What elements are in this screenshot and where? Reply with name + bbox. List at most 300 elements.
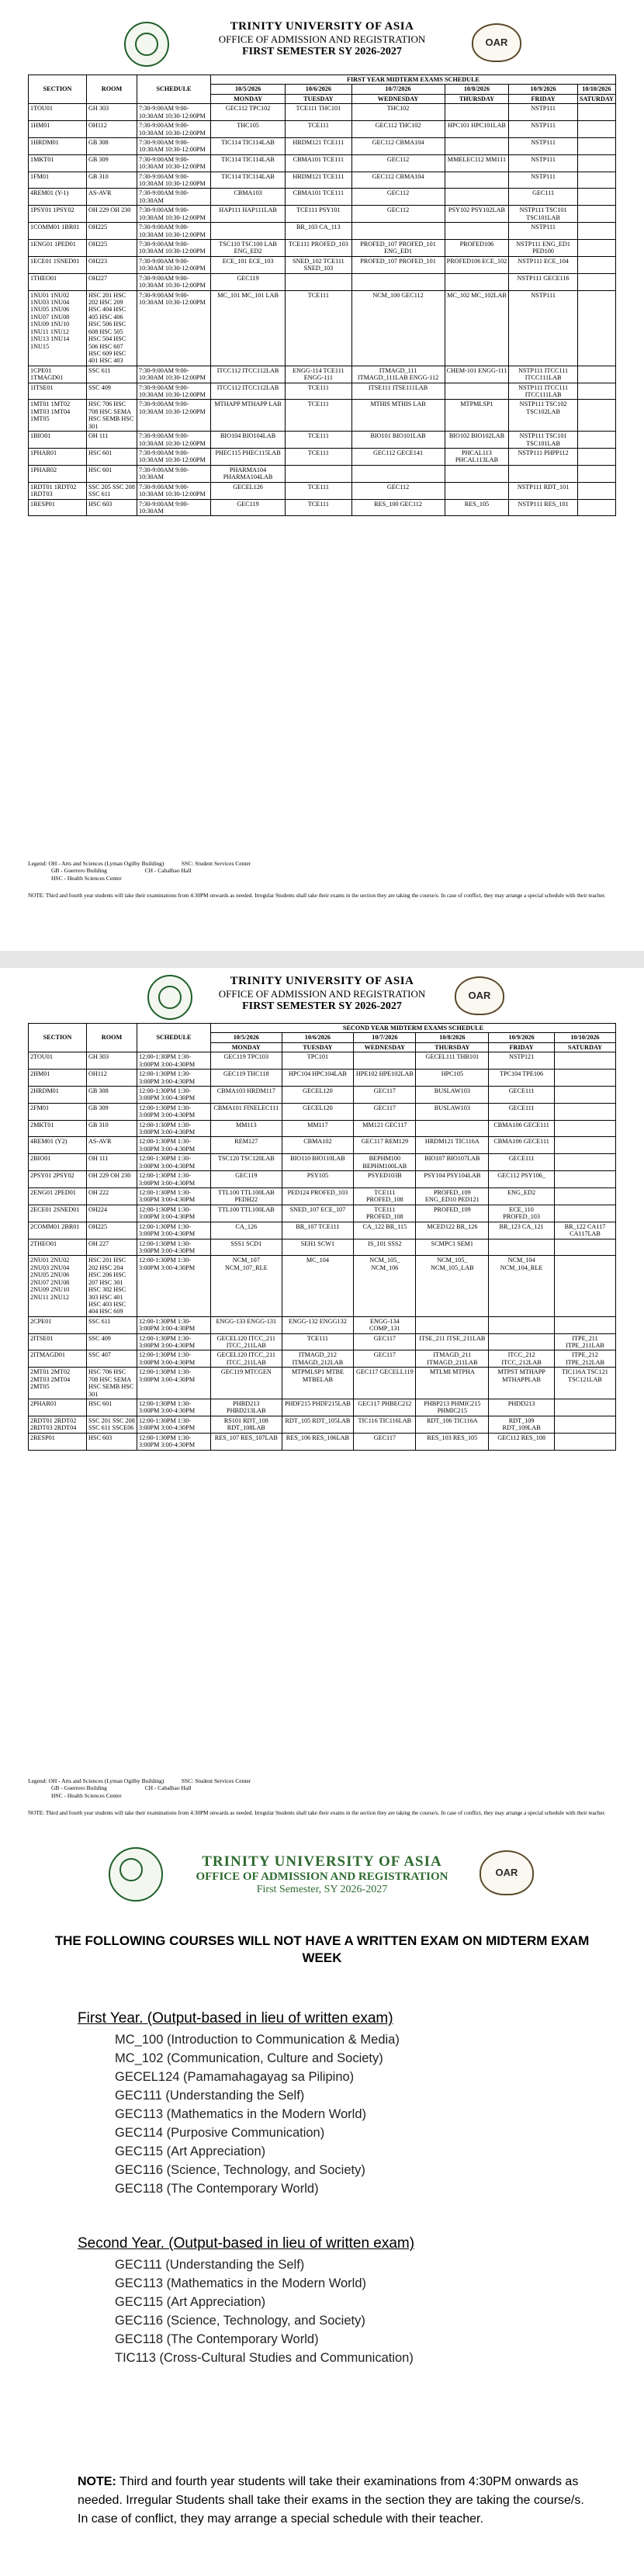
room-cell: OH225	[87, 240, 137, 257]
list-item: GEC115 (Art Appreciation)	[115, 2295, 266, 2309]
room-cell: OH 222	[87, 1188, 137, 1205]
tuesday-cell: HPC104 HPC104LAB	[282, 1070, 354, 1087]
monday-cell: CBMA103 HRDM117	[211, 1086, 282, 1103]
schedule-cell: 7:30-9:00AM 9:00-10:30AM 10:30-12:00PM	[137, 290, 211, 366]
room-cell: AS-AVR	[87, 189, 137, 206]
table-row	[29, 366, 616, 383]
note-text: NOTE: Third and fourth year students will take their examinations from 4:30PM onwards as needed. Irregular Students shall take their exams in the section they are taking the course/s. In case of conflict, they may arrange a special schedule with their teacher.	[28, 893, 606, 899]
section-cell: 1CPE01 1TMAGD01	[29, 366, 87, 383]
wednesday-cell: ENGG-134 COMP_131	[354, 1316, 416, 1333]
tuesday-cell: HRDM121 TCE111	[286, 137, 351, 154]
schedule-cell: 7:30-9:00AM 9:00-10:30AM 10:30-12:00PM	[137, 154, 211, 172]
tuesday-cell: SNED_107 ECE_107	[282, 1205, 354, 1222]
room-cell: HSC 601	[87, 1399, 137, 1416]
section-cell: 2NU01 2NU02 2NU03 2NU04 2NU05 2NU06 2NU07 2NU08 2NU09 2NU10 2NU11 2NU12	[29, 1256, 87, 1316]
schedule-cell: 7:30-9:00AM 9:00-10:30AM 10:30-12:00PM	[137, 104, 211, 121]
saturday-cell: TIC116A TSC121 TSC121LAB	[554, 1368, 615, 1399]
col-schedule: SCHEDULE	[137, 75, 211, 104]
thursday-cell: PROFED106	[445, 240, 509, 257]
thursday-cell: BIO107 BIO107LAB	[416, 1154, 489, 1171]
thursday-cell	[445, 172, 509, 189]
section-cell: 2MKT01	[29, 1120, 87, 1137]
saturday-cell: ITPE_212 ITPE_212LAB	[554, 1350, 615, 1368]
monday-cell: ITCC112 ITCC112LAB	[211, 383, 286, 400]
schedule-cell: 7:30-9:00AM 9:00-10:30AM 10:30-12:00PM	[137, 223, 211, 240]
friday-cell: GEC111	[509, 189, 577, 206]
friday-cell	[509, 465, 577, 482]
legend-line: HSC - Health Sciences Center	[51, 874, 122, 882]
wednesday-cell: CA_122 BR_115	[354, 1222, 416, 1239]
thursday-cell: MMELEC112 MM111	[445, 154, 509, 172]
room-cell: HSC 601	[87, 448, 137, 465]
table-row	[29, 448, 616, 465]
list-item: GEC118 (The Contemporary World)	[115, 2182, 319, 2196]
saturday-cell	[554, 1154, 615, 1171]
day-header: FRIDAY	[489, 1042, 555, 1052]
table-row	[29, 482, 616, 499]
table-row	[29, 154, 616, 172]
tuesday-cell: MTPMLSP1 MTBE MTBELAB	[282, 1368, 354, 1399]
tuesday-cell: RES_106 RES_106LAB	[282, 1433, 354, 1450]
oar-logo: OAR	[480, 1850, 534, 1895]
list-item: TIC113 (Cross-Cultural Studies and Communication)	[115, 2351, 414, 2365]
schedule-cell: 7:30-9:00AM 9:00-10:30AM 10:30-12:00PM	[137, 137, 211, 154]
schedule-cell: 7:30-9:00AM 9:00-10:30AM 10:30-12:00PM	[137, 273, 211, 290]
room-cell: HSC 603	[87, 1433, 137, 1450]
table-row	[29, 1205, 616, 1222]
saturday-cell	[577, 172, 615, 189]
day-header: FRIDAY	[509, 94, 577, 103]
monday-cell: PHBD213 PHBD213LAB	[211, 1399, 282, 1416]
saturday-cell	[554, 1433, 615, 1450]
schedule-cell: 7:30-9:00AM 9:00-10:30AM 10:30-12:00PM	[137, 400, 211, 432]
table-row	[29, 137, 616, 154]
col-section: SECTION	[29, 75, 87, 104]
table-row	[29, 383, 616, 400]
thursday-cell: NCM_105_ NCM_105_LAB	[416, 1256, 489, 1316]
friday-cell: NSTP111	[509, 137, 577, 154]
saturday-cell	[554, 1256, 615, 1316]
tuesday-cell	[286, 465, 351, 482]
tuesday-cell: PHDF215 PHDF215LAB	[282, 1399, 354, 1416]
legend-line: SSC: Student Services Center	[181, 860, 251, 867]
room-cell: SSC 611	[87, 366, 137, 383]
saturday-cell	[577, 256, 615, 273]
saturday-cell	[577, 400, 615, 432]
friday-cell: CBMA106 GECE111	[489, 1137, 555, 1154]
saturday-cell	[577, 482, 615, 499]
wednesday-cell: GEC117 GECELL119	[354, 1368, 416, 1399]
schedule-cell: 7:30-9:00AM 9:00-10:30AM	[137, 499, 211, 516]
section-cell: 1HRDM01	[29, 137, 87, 154]
schedule-cell: 7:30-9:00AM 9:00-10:30AM 10:30-12:00PM	[137, 383, 211, 400]
saturday-cell	[554, 1120, 615, 1137]
room-cell: SSC 409	[87, 1333, 137, 1350]
table-row	[29, 1188, 616, 1205]
table-row	[29, 104, 616, 121]
thursday-cell: PHCAL113 PHCAL113LAB	[445, 448, 509, 465]
wednesday-cell: GEC112	[351, 206, 445, 223]
saturday-cell	[577, 366, 615, 383]
room-cell: GH 303	[87, 1052, 137, 1070]
room-cell: SSC 407	[87, 1350, 137, 1368]
thursday-cell	[445, 273, 509, 290]
friday-cell: NSTP111	[509, 104, 577, 121]
monday-cell: SSS1 SCD1	[211, 1239, 282, 1256]
tuesday-cell: SNED_102 TCE111 SNED_103	[286, 256, 351, 273]
tuesday-cell: GECEL120	[282, 1086, 354, 1103]
table-row	[29, 1399, 616, 1416]
schedule-cell: 7:30-9:00AM 9:00-10:30AM 10:30-12:00PM	[137, 432, 211, 449]
thursday-cell: PSY102 PSY102LAB	[445, 206, 509, 223]
monday-cell: REM127	[211, 1137, 282, 1154]
friday-cell: NSTP111 RES_101	[509, 499, 577, 516]
saturday-cell: ITPE_211 ITPE_211LAB	[554, 1333, 615, 1350]
room-cell: OH223	[87, 256, 137, 273]
schedule-cell: 7:30-9:00AM 9:00-10:30AM 10:30-12:00PM	[137, 256, 211, 273]
list-item: GEC113 (Mathematics in the Modern World)	[115, 2107, 367, 2121]
tuesday-cell: RDT_105 RDT_105LAB	[282, 1416, 354, 1433]
table-row	[29, 1052, 616, 1070]
legend-line: CH - Cabalhao Hall	[144, 867, 192, 875]
wednesday-cell	[351, 465, 445, 482]
day-header: THURSDAY	[416, 1042, 489, 1052]
oar-logo: OAR	[472, 23, 521, 62]
wednesday-cell	[354, 1052, 416, 1070]
room-cell: GB 309	[87, 1103, 137, 1120]
legend-line: Legend: OH - Arts and Sciences (Lyman Ogilby Building)	[28, 1777, 164, 1784]
office-name: OFFICE OF ADMISSION AND REGISTRATION	[218, 988, 426, 1000]
room-cell: OH 227	[87, 1239, 137, 1256]
thursday-cell: RES_105	[445, 499, 509, 516]
university-name: TRINITY UNIVERSITY OF ASIA	[202, 1853, 442, 1870]
wednesday-cell: PROFED_107 PROFED_101 ENG_ED1	[351, 240, 445, 257]
schedule-cell: 12:00-1:30PM 1:30-3:00PM 3:00-4:30PM	[137, 1239, 211, 1256]
wednesday-cell: BEPHM100 BEPHM100LAB	[354, 1154, 416, 1171]
table-row	[29, 1120, 616, 1137]
note-text: NOTE: Third and fourth year students will take their examinations from 4:30PM onwards as needed. Irregular Students shall take their exams in the section they are taking the course/s. In case of conflict, they may arrange a special schedule with their teacher.	[28, 1810, 606, 1816]
schedule-cell: 12:00-1:30PM 1:30-3:00PM 3:00-4:30PM	[137, 1416, 211, 1433]
section-cell: 4REM01 (Y-1)	[29, 189, 87, 206]
monday-cell: GEC119 THC118	[211, 1070, 282, 1087]
thursday-cell	[416, 1316, 489, 1333]
saturday-cell	[554, 1239, 615, 1256]
schedule-cell: 7:30-9:00AM 9:00-10:30AM 10:30-12:00PM	[137, 448, 211, 465]
tuesday-cell	[286, 273, 351, 290]
table-row	[29, 1416, 616, 1433]
list-item: GEC111 (Understanding the Self)	[115, 2258, 305, 2272]
saturday-cell	[554, 1188, 615, 1205]
table-row	[29, 1086, 616, 1103]
section-cell: 2CPE01	[29, 1316, 87, 1333]
section-cell: 1THEO01	[29, 273, 87, 290]
thursday-cell: CHEM-101 ENGG-111	[445, 366, 509, 383]
section-cell: 2RDT01 2RDT02 2RDT03 2RDT04	[29, 1416, 87, 1433]
tuesday-cell: BIO110 BIO110LAB	[282, 1154, 354, 1171]
oar-logo: OAR	[455, 976, 504, 1015]
thursday-cell: BUSLAW103	[416, 1086, 489, 1103]
second-year-course-list	[78, 2235, 590, 2367]
monday-cell: TIC114 TIC114LAB	[211, 137, 286, 154]
table-row	[29, 1333, 616, 1350]
monday-cell: GEC119 MTCGEN	[211, 1368, 282, 1399]
tuesday-cell: MM117	[282, 1120, 354, 1137]
friday-cell: ECE_110 PROFED_103	[489, 1205, 555, 1222]
tuesday-cell: BR_103 CA_113	[286, 223, 351, 240]
thursday-cell	[445, 137, 509, 154]
schedule-cell: 12:00-1:30PM 1:30-3:00PM 3:00-4:30PM	[137, 1256, 211, 1316]
friday-cell: TPC104 TPE106	[489, 1070, 555, 1087]
section-cell: 2TOU01	[29, 1052, 87, 1070]
list-item: GEC111 (Understanding the Self)	[115, 2089, 305, 2103]
table-row	[29, 121, 616, 138]
monday-cell: ITCC112 ITCC112LAB	[211, 366, 286, 383]
tuesday-cell: TCE111	[286, 432, 351, 449]
friday-cell: ENG_ED2	[489, 1188, 555, 1205]
office-name: OFFICE OF ADMISSION AND REGISTRATION	[196, 1870, 448, 1883]
schedule-cell: 12:00-1:30PM 1:30-3:00PM 3:00-4:30PM	[137, 1333, 211, 1350]
section-cell: 1TOU01	[29, 104, 87, 121]
table-row	[29, 1070, 616, 1087]
thursday-cell: HPC105	[416, 1070, 489, 1087]
thursday-cell: ITMAGD_211 ITMAGD_211LAB	[416, 1350, 489, 1368]
wednesday-cell: GEC117	[354, 1333, 416, 1350]
table-row	[29, 1171, 616, 1188]
friday-cell: NSTP111	[509, 290, 577, 366]
schedule-cell: 12:00-1:30PM 1:30-3:00PM 3:00-4:30PM	[137, 1052, 211, 1070]
monday-cell: CBMA101 FINELEC111	[211, 1103, 282, 1120]
thursday-cell: MCED122 BR_126	[416, 1222, 489, 1239]
schedule-cell: 12:00-1:30PM 1:30-3:00PM 3:00-4:30PM	[137, 1070, 211, 1087]
thursday-cell: PHBP213 PHMIC215 PHMIC215	[416, 1399, 489, 1416]
page-divider	[0, 951, 644, 968]
section-cell: 1MT01 1MT02 1MT03 1MT04 1MT05	[29, 400, 87, 432]
thursday-cell	[445, 223, 509, 240]
schedule-cell: 12:00-1:30PM 1:30-3:00PM 3:00-4:30PM	[137, 1103, 211, 1120]
schedule-cell: 12:00-1:30PM 1:30-3:00PM 3:00-4:30PM	[137, 1222, 211, 1239]
monday-cell: GEC119 TPC103	[211, 1052, 282, 1070]
monday-cell: MM113	[211, 1120, 282, 1137]
saturday-cell	[577, 465, 615, 482]
schedule-cell: 12:00-1:30PM 1:30-3:00PM 3:00-4:30PM	[137, 1205, 211, 1222]
saturday-cell	[577, 290, 615, 366]
section-cell: 1FM01	[29, 172, 87, 189]
saturday-cell	[577, 104, 615, 121]
wednesday-cell: GEC117	[354, 1103, 416, 1120]
list-item: GEC114 (Purposive Communication)	[115, 2126, 325, 2140]
friday-cell: NSTP111 TSC101 TSC101LAB	[509, 206, 577, 223]
table-row	[29, 240, 616, 257]
tuesday-cell: TCE111	[286, 383, 351, 400]
room-cell: GB 308	[87, 1086, 137, 1103]
day-header: MONDAY	[211, 94, 286, 103]
table-row	[29, 1350, 616, 1368]
col-section: SECTION	[29, 1024, 87, 1052]
wednesday-cell: GEC112	[351, 154, 445, 172]
schedule-cell: 12:00-1:30PM 1:30-3:00PM 3:00-4:30PM	[137, 1154, 211, 1171]
saturday-cell	[554, 1052, 615, 1070]
tuesday-cell: PSY105	[282, 1171, 354, 1188]
section-cell: 2PHAR01	[29, 1399, 87, 1416]
monday-cell: HAP111 HAP111LAB	[211, 206, 286, 223]
schedule-cell: 12:00-1:30PM 1:30-3:00PM 3:00-4:30PM	[137, 1350, 211, 1368]
friday-cell	[489, 1333, 555, 1350]
no-written-exam-headline: THE FOLLOWING COURSES WILL NOT HAVE A WRITTEN EXAM ON MIDTERM EXAM WEEK	[54, 1933, 590, 1966]
page3-header	[0, 1853, 644, 1896]
date-header: 10/5/2026	[211, 1033, 282, 1042]
room-cell: OH112	[87, 1070, 137, 1087]
friday-cell: ITCC_212 ITCC_212LAB	[489, 1350, 555, 1368]
thursday-cell: GECEL111 THB101	[416, 1052, 489, 1070]
monday-cell: THC105	[211, 121, 286, 138]
wednesday-cell: GEC112	[351, 189, 445, 206]
tuesday-cell: CBMA101 TCE111	[286, 154, 351, 172]
section-cell: 1ITSE01	[29, 383, 87, 400]
friday-cell: GECE111	[489, 1103, 555, 1120]
tuesday-cell: ITMAGD_212 ITMAGD_212LAB	[282, 1350, 354, 1368]
room-cell: HSC 601	[87, 465, 137, 482]
monday-cell: TSC110 TSC100 LAB ENG_ED2	[211, 240, 286, 257]
thursday-cell	[445, 104, 509, 121]
tuesday-cell: TPC101	[282, 1052, 354, 1070]
tuesday-cell: ENGG-132 ENGG132	[282, 1316, 354, 1333]
thursday-cell: PROFED_109 ENG_ED10 PED121	[416, 1188, 489, 1205]
monday-cell: ECE_101 ECE_103	[211, 256, 286, 273]
wednesday-cell: ITMAGD_111 ITMAGD_111LAB ENGG-112	[351, 366, 445, 383]
saturday-cell	[554, 1086, 615, 1103]
monday-cell: GEC119	[211, 499, 286, 516]
monday-cell: TIC114 TIC114LAB	[211, 172, 286, 189]
tuesday-cell: PED124 PROFED_103	[282, 1188, 354, 1205]
thursday-cell	[445, 383, 509, 400]
date-header: 10/7/2026	[351, 85, 445, 94]
section-cell: 1BIO01	[29, 432, 87, 449]
wednesday-cell: GEC117 PHBEC212	[354, 1399, 416, 1416]
friday-cell: NSTP111 ENG_ED1 PED100	[509, 240, 577, 257]
tuesday-cell: HRDM121 TCE111	[286, 172, 351, 189]
thursday-cell: ITSE_211 ITSE_211LAB	[416, 1333, 489, 1350]
thursday-cell: BUSLAW103	[416, 1103, 489, 1120]
wednesday-cell: TCE111 PROFED_108	[354, 1205, 416, 1222]
schedule-cell: 12:00-1:30PM 1:30-3:00PM 3:00-4:30PM	[137, 1399, 211, 1416]
room-cell: GB 310	[87, 1120, 137, 1137]
schedule-cell: 7:30-9:00AM 9:00-10:30AM 10:30-12:00PM	[137, 206, 211, 223]
list-item: MC_102 (Communication, Culture and Society)	[115, 2051, 383, 2065]
friday-cell: NSTP111	[509, 223, 577, 240]
schedule-cell: 7:30-9:00AM 9:00-10:30AM 10:30-12:00PM	[137, 172, 211, 189]
tuesday-cell: SEH1 SCW1	[282, 1239, 354, 1256]
friday-cell: NSTP111	[509, 121, 577, 138]
thursday-cell: SCMPC1 SEM1	[416, 1239, 489, 1256]
monday-cell: BIO104 BIO104LAB	[211, 432, 286, 449]
friday-cell: GEC112 RES_108	[489, 1433, 555, 1450]
table-row	[29, 1433, 616, 1450]
legend-line: HSC - Health Sciences Center	[51, 1791, 122, 1799]
tuesday-cell: GECEL120	[282, 1103, 354, 1120]
monday-cell: PHEC115 PHEC115LAB	[211, 448, 286, 465]
saturday-cell	[577, 273, 615, 290]
monday-cell: GEC119	[211, 273, 286, 290]
day-header: TUESDAY	[282, 1042, 354, 1052]
wednesday-cell: NCM_100 GEC112	[351, 290, 445, 366]
saturday-cell	[554, 1205, 615, 1222]
tuesday-cell: TCE111 THC101	[286, 104, 351, 121]
thursday-cell: MTPMLSP1	[445, 400, 509, 432]
section-cell: 1ECE01 1SNED01	[29, 256, 87, 273]
section-cell: 1PHAR01	[29, 448, 87, 465]
monday-cell: GEC112 TPC102	[211, 104, 286, 121]
note-label: NOTE:	[78, 2475, 116, 2488]
section-cell: 2COMM01 2BR01	[29, 1222, 87, 1239]
monday-cell: TSC120 TSC120LAB	[211, 1154, 282, 1171]
thursday-cell	[416, 1120, 489, 1137]
monday-cell: TTL100 TTL100LAB PEDH22	[211, 1188, 282, 1205]
room-cell: OH227	[87, 273, 137, 290]
tuesday-cell: TCE111	[286, 482, 351, 499]
semester-label: FIRST SEMESTER SY 2026-2027	[242, 46, 402, 57]
section-cell: 2ITMAGD01	[29, 1350, 87, 1368]
wednesday-cell: BIO101 BIO101LAB	[351, 432, 445, 449]
wednesday-cell	[351, 223, 445, 240]
room-cell: HSC 201 HSC 202 HSC 209 HSC 404 HSC 405 HSC 406 HSC 506 HSC 608 HSC 505 HSC 504 HSC 506 HSC 607 HSC 609 HSC 401 HSC 403	[87, 290, 137, 366]
legend-line: SSC: Student Services Center	[181, 1777, 251, 1784]
saturday-cell	[554, 1137, 615, 1154]
col-room: ROOM	[87, 1024, 137, 1052]
wednesday-cell: GEC117	[354, 1433, 416, 1450]
table-row	[29, 432, 616, 449]
section-cell: 1NU01 1NU02 1NU03 1NU04 1NU05 1NU06 1NU07 1NU08 1NU09 1NU10 1NU11 1NU12 1NU13 1NU14 1NU15	[29, 290, 87, 366]
section-cell: 2FM01	[29, 1103, 87, 1120]
schedule-cell: 7:30-9:00AM 9:00-10:30AM 10:30-12:00PM	[137, 366, 211, 383]
schedule-cell: 12:00-1:30PM 1:30-3:00PM 3:00-4:30PM	[137, 1188, 211, 1205]
friday-cell: NSTP111 TSC101 TSC101LAB	[509, 432, 577, 449]
room-cell: OH 229 OH 230	[87, 1171, 137, 1188]
date-header: 10/6/2026	[286, 85, 351, 94]
monday-cell: RES_107 RES_107LAB	[211, 1433, 282, 1450]
section-cell: 2RESP01	[29, 1433, 87, 1450]
wednesday-cell: MM121 GEC117	[354, 1120, 416, 1137]
table-row	[29, 256, 616, 273]
date-header: 10/5/2026	[211, 85, 286, 94]
section-cell: 1RESP01	[29, 499, 87, 516]
friday-cell	[489, 1316, 555, 1333]
friday-cell: NSTP111 ECE_104	[509, 256, 577, 273]
date-header: 10/10/2026	[577, 85, 615, 94]
saturday-cell	[577, 432, 615, 449]
first-year-heading: First Year. (Output-based in lieu of written exam)	[78, 2010, 393, 2026]
wednesday-cell: GEC117	[354, 1086, 416, 1103]
table-row	[29, 1103, 616, 1120]
day-header: MONDAY	[211, 1042, 282, 1052]
monday-cell: ENGG-133 ENGG-131	[211, 1316, 282, 1333]
section-cell: 2BIO01	[29, 1154, 87, 1171]
tuesday-cell: TCE111	[286, 400, 351, 432]
saturday-cell	[577, 154, 615, 172]
schedule-cell: 7:30-9:00AM 9:00-10:30AM 10:30-12:00PM	[137, 240, 211, 257]
wednesday-cell: GEC117 REM129	[354, 1137, 416, 1154]
date-header: 10/8/2026	[416, 1033, 489, 1042]
table-row	[29, 1137, 616, 1154]
saturday-cell	[554, 1316, 615, 1333]
note-body: Third and fourth year students will take their examinations from 4:30PM onwards as needed. Irregular Students shall take their exams in the section they are taking the course/s. In case of conflict, they may arrange a special schedule with their teacher.	[78, 2475, 584, 2526]
tuesday-cell: TCE111 PROFED_103	[286, 240, 351, 257]
wednesday-cell: ITSE111 ITSE111LAB	[351, 383, 445, 400]
room-cell: OH 111	[87, 432, 137, 449]
section-cell: 4REM01 (Y2)	[29, 1137, 87, 1154]
table-row	[29, 1316, 616, 1333]
day-header: SATURDAY	[554, 1042, 615, 1052]
wednesday-cell: GEC117	[354, 1350, 416, 1368]
